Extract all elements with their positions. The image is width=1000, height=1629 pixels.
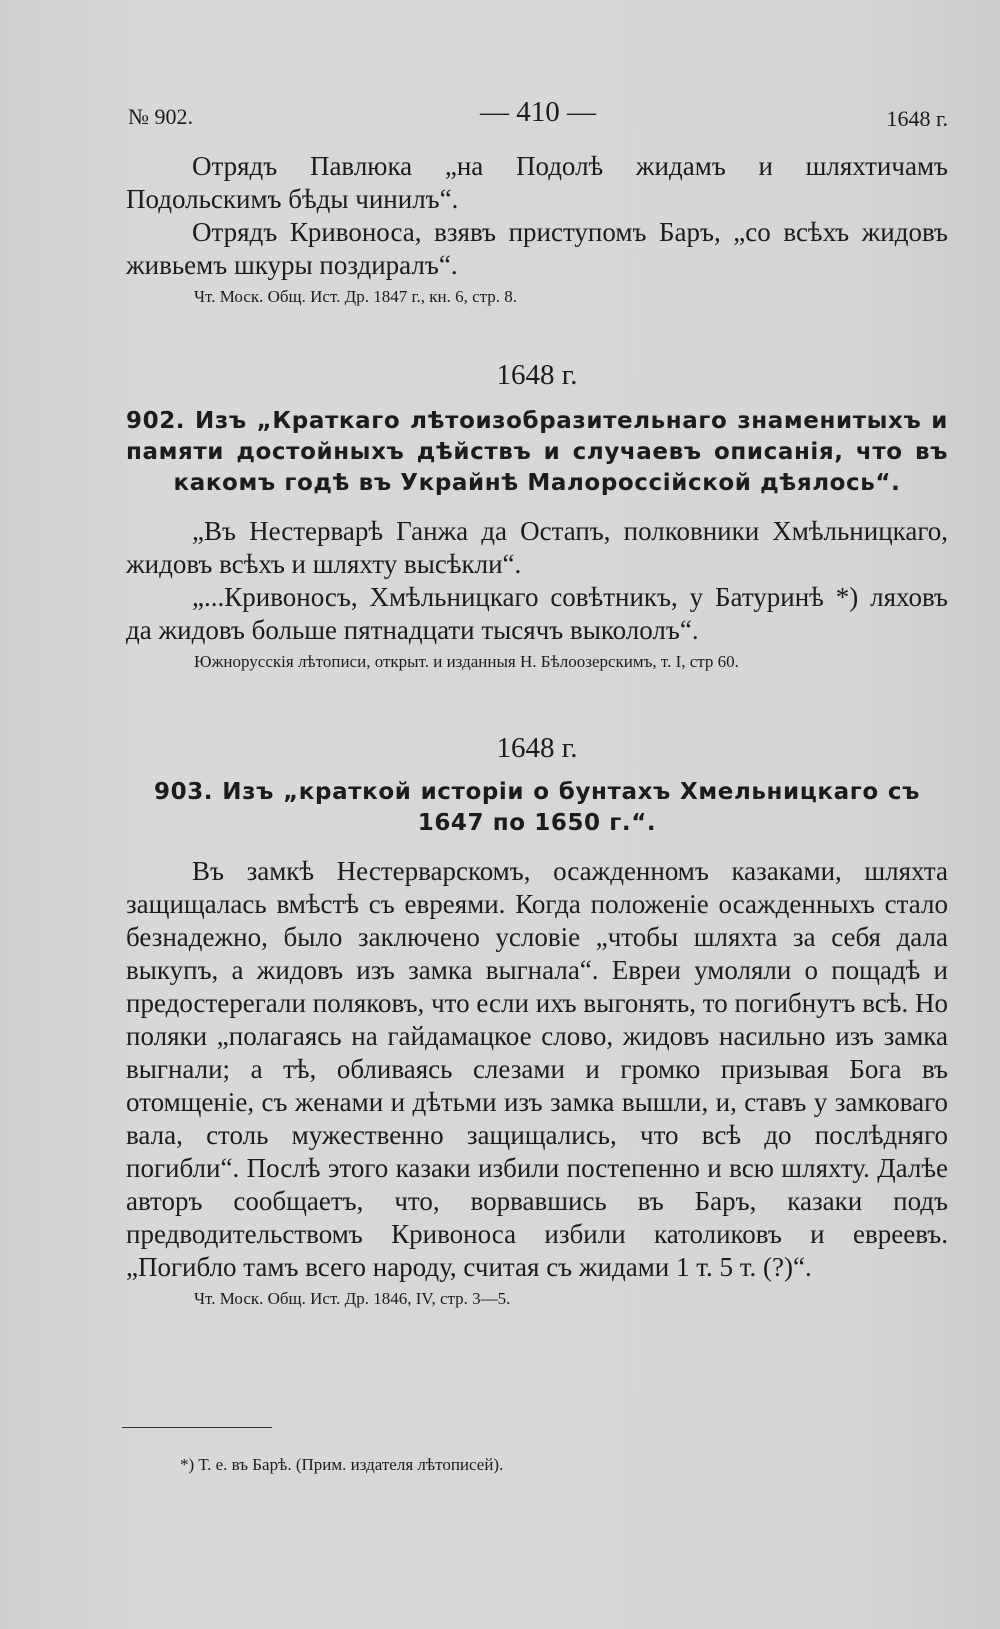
- entry-902-paragraph-1: „Въ Нестерварѣ Ганжа да Остапъ, полковники Хмѣльницкаго, жидовъ всѣхъ и шляхту высѣкли“.: [126, 516, 948, 579]
- footnote-separator: [122, 1427, 272, 1428]
- entry-903-year: 1648 г.: [496, 732, 578, 764]
- entry-903-paragraph: Въ замкѣ Нестерварскомъ, осажденномъ казаками, шляхта защищалась вмѣстѣ съ евреями. Когда положеніе осажденныхъ стало безнадежно, было заключено условіе „чтобы шляхта за себя дала выкупъ, а жидовъ изъ замка выгнала“. Евреи умоляли о пощадѣ и предостерегали поляковъ, что если ихъ выгонять, то погибнутъ всѣ. Но поляки „полагаясь на гайдамацкое слово, жидовъ насильно изъ замка выгнали; а тѣ, обливаясь слезами и громко призывая Бога въ отомщеніе, съ женами и дѣтьми изъ замка вышли, и, ставъ у замковаго вала, столь мужественно защищались, что всѣ до послѣдняго погибли“. Послѣ этого казаки избили постепенно и всю шляхту. Далѣе авторъ сообщаетъ, что, ворвавшись въ Баръ, казаки подъ предводительствомъ Кривоноса избили католиковъ и евреевъ. „Погибло тамъ всего народу, считая съ жидами 1 т. 5 т. (?)“.: [126, 856, 948, 1282]
- entry-902-paragraph-2: „...Кривоносъ, Хмѣльницкаго совѣтникъ, у Батуринѣ *) ляховъ да жидовъ больше пятнадцати тысячъ выкололъ“.: [126, 582, 948, 645]
- entry-903-reference: Чт. Моск. Общ. Ист. Др. 1846, IV, стр. 3—5.: [194, 1289, 511, 1308]
- page-header: [128, 96, 948, 136]
- entry-902-year: 1648 г.: [496, 359, 578, 391]
- document-number: № 902.: [128, 104, 193, 129]
- intro-paragraph-1: Отрядъ Павлюка „на Подолѣ жидамъ и шляхтичамъ Подольскимъ бѣды чинилъ“.: [126, 151, 948, 214]
- page-content: [126, 150, 948, 1310]
- entry-903-heading: 903. Изъ „краткой исторіи о бунтахъ Хмельницкаго съ 1647 по 1650 г.“.: [154, 779, 920, 836]
- header-year: 1648 г.: [886, 106, 948, 131]
- entry-902-reference: Южнорусскія лѣтописи, открыт. и изданныя Н. Бѣлоозерскимъ, т. I, стр 60.: [194, 652, 739, 671]
- intro-paragraph-2: Отрядъ Кривоноса, взявъ приступомъ Баръ, „со всѣхъ жидовъ живьемъ шкуры поздиралъ“.: [126, 217, 948, 280]
- entry-902-heading: 902. Изъ „Краткаго лѣтоизобразительнаго знаменитыхъ и памяти достойныхъ дѣйствъ и случаевъ описанія, что въ какомъ годѣ въ Украйнѣ Малороссійской дѣялось“.: [126, 408, 948, 496]
- footnote: *) Т. е. въ Барѣ. (Прим. издателя лѣтописей).: [180, 1455, 504, 1474]
- intro-reference: Чт. Моск. Общ. Ист. Др. 1847 г., кн. 6, стр. 8.: [194, 287, 518, 306]
- page-number: — 410 —: [480, 96, 596, 128]
